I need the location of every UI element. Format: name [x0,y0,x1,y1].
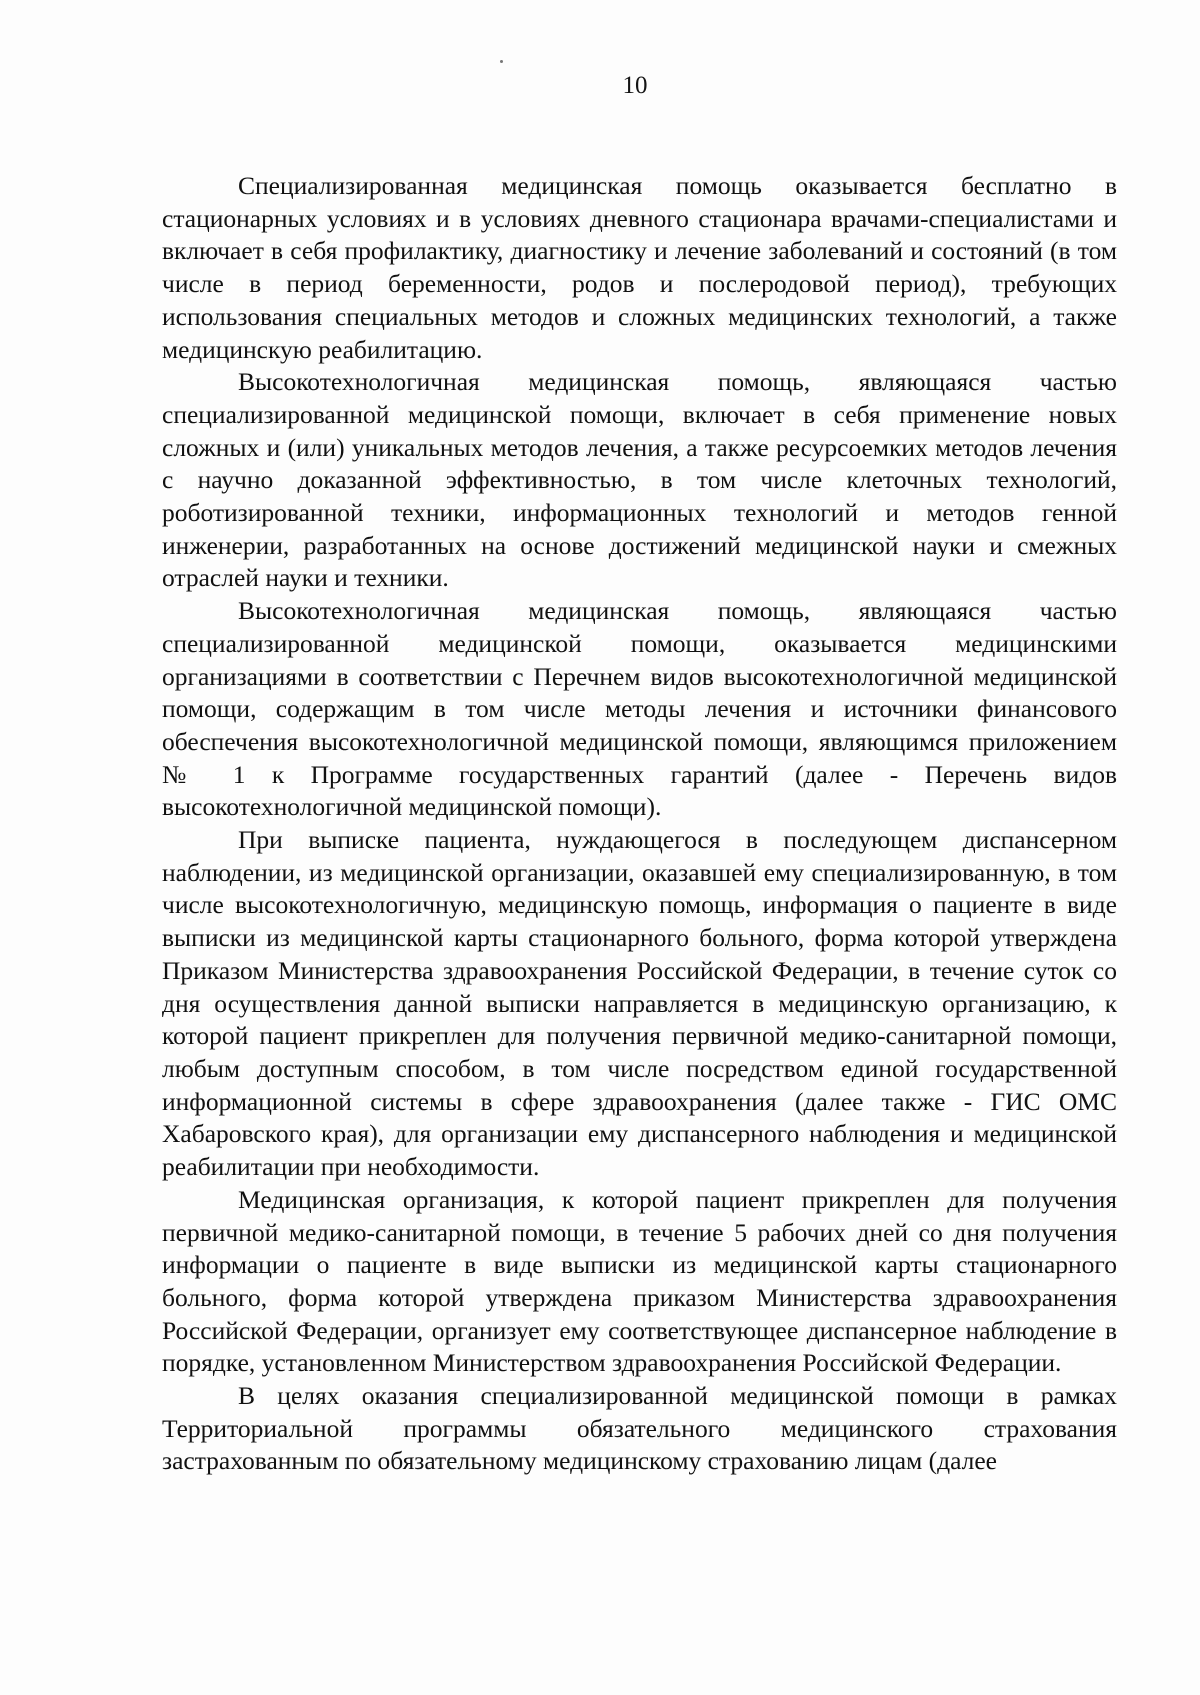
page-number: 10 [622,72,648,99]
scan-speck [500,60,503,63]
paragraph-high-tech-care-list: Высокотехнологичная медицинская помощь, являющаяся частью специализированной медицинской помощи, оказывается медицинскими организациями в соответствии с Перечнем видов высокотехнологичной медицинской помощи, содержащим в том числе методы лечения и источники финансового обеспечения высокотехнологичной медицинской помощи, являющимся приложением № 1 к Программе государственных гарантий (далее - Перечень видов высокотехнологичной медицинской помощи). [162,596,1117,822]
document-body [162,170,1117,1478]
paragraph-patient-discharge: При выписке пациента, нуждающегося в последующем диспансерном наблюдении, из медицинской организации, оказавшей ему специализированную, в том числе высокотехнологичную, медицинскую помощь, информация о пациенте в виде выписки из медицинской карты стационарного больного, форма которой утверждена Приказом Министерства здравоохранения Российской Федерации, в течение суток со дня осуществления данной выписки направляется в медицинскую организацию, к которой пациент прикреплен для получения первичной медико-санитарной помощи, любым доступным способом, в том числе посредством единой государственной информационной системы в сфере здравоохранения (далее также - ГИС ОМС Хабаровского края), для организации ему диспансерного наблюдения и медицинской реабилитации при необходимости. [162,825,1117,1182]
paragraph-high-tech-care-definition: Высокотехнологичная медицинская помощь, являющаяся частью специализированной медицинской помощи, включает в себя применение новых сложных и (или) уникальных методов лечения, а также ресурсоемких методов лечения с научно доказанной эффективностью, в том числе клеточных технологий, роботизированной техники, информационных технологий и методов генной инженерии, разработанных на основе достижений медицинской науки и смежных отраслей науки и техники. [162,367,1117,593]
paragraph-dispensary-observation: Медицинская организация, к которой пациент прикреплен для получения первичной медико-санитарной помощи, в течение 5 рабочих дней со дня получения информации о пациенте в виде выписки из медицинской карты стационарного больного, форма которой утверждена приказом Министерства здравоохранения Российской Федерации, организует ему соответствующее диспансерное наблюдение в порядке, установленном Министерством здравоохранения Российской Федерации. [162,1184,1117,1378]
paragraph-oms-program: В целях оказания специализированной медицинской помощи в рамках Территориальной программы обязательного медицинского страхования застрахованным по обязательному медицинскому страхованию лицам (далее [162,1381,1117,1476]
paragraph-specialized-care: Специализированная медицинская помощь оказывается бесплатно в стационарных условиях и в условиях дневного стационара врачами-специалистами и включает в себя профилактику, диагностику и лечение заболеваний и состояний (в том числе в период беременности, родов и послеродовой период), требующих использования специальных методов и сложных медицинских технологий, а также медицинскую реабилитацию. [162,171,1117,364]
